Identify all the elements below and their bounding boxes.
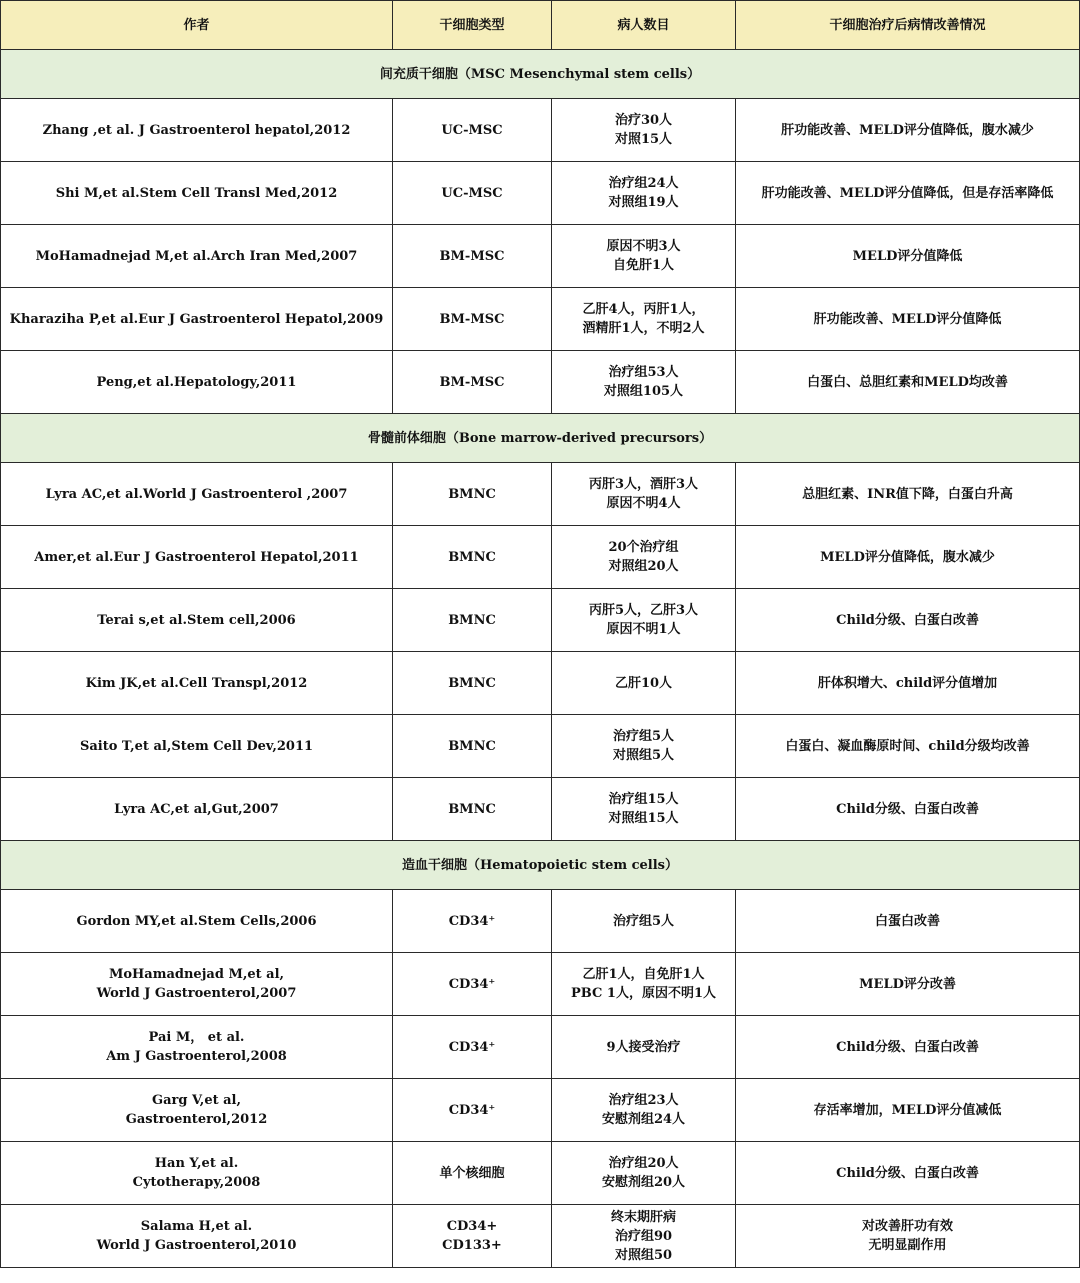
patient-count-cell-line: 20个治疗组 [608,540,679,555]
patient-count-cell [552,1142,736,1205]
outcome-cell-line: 白蛋白改善 [874,913,940,929]
cell-type-cell-line: CD34⁺ [448,1039,496,1055]
patient-count-cell [552,652,736,715]
patient-count-cell-line: 丙肝5人，乙肝3人 [588,603,699,618]
patient-count-cell [552,288,736,351]
author-cell-line: Peng,et al.Hepatology,2011 [96,374,297,390]
patient-count-cell-line: 治疗组5人 [612,729,675,744]
patient-count-cell-line: 对照组50 [614,1247,673,1263]
patient-count-cell-line: 乙肝4人，丙肝1人， [582,302,705,317]
outcome-cell-line: Child分级、白蛋白改善 [836,1165,979,1181]
patient-count-cell-line: 安慰剂组24人 [601,1112,686,1127]
patient-count-cell-line: 治疗组24人 [608,176,679,191]
outcome-cell [736,1016,1080,1079]
cell-type-cell-line: BMNC [448,738,496,754]
table-row [1,225,1080,288]
table-row [1,1142,1080,1205]
patient-count-cell-line: 对照组19人 [608,195,679,210]
cell-type-cell-line: BMNC [448,486,496,502]
patient-count-cell-line: 对照15人 [614,132,673,147]
author-cell [1,1079,393,1142]
patient-count-cell-line: 治疗组5人 [612,913,675,929]
outcome-cell [736,890,1080,953]
section-title: 骨髓前体细胞（Bone marrow-derived precursors） [1,414,1080,463]
cell-type-cell [393,652,552,715]
author-cell-line: Amer,et al.Eur J Gastroenterol Hepatol,2011 [34,549,359,565]
patient-count-cell-line: 治疗组15人 [608,792,679,807]
outcome-cell [736,1142,1080,1205]
author-cell [1,652,393,715]
author-cell-line: Han Y,et al. [154,1156,239,1171]
author-cell-line: MoHamadnejad M,et al.Arch Iran Med,2007 [35,248,358,264]
outcome-cell [736,652,1080,715]
cell-type-cell [393,589,552,652]
author-cell-line: Salama H,et al. [140,1219,253,1234]
patient-count-cell [552,1205,736,1268]
cell-type-cell [393,715,552,778]
table-row [1,715,1080,778]
patient-count-cell-line: 治疗组20人 [608,1156,679,1171]
outcome-cell [736,463,1080,526]
patient-count-cell-line: 酒精肝1人，不明2人 [582,321,705,336]
patient-count-cell-line: 对照组20人 [608,559,679,574]
patient-count-cell [552,589,736,652]
patient-count-cell-line: 原因不明3人 [606,239,681,254]
cell-type-cell [393,526,552,589]
author-cell [1,778,393,841]
outcome-cell-line: 肝功能改善、MELD评分值降低 [813,311,1002,327]
outcome-cell [736,162,1080,225]
table-row [1,652,1080,715]
outcome-cell-line: 总胆红素、INR值下降，白蛋白升高 [802,486,1013,502]
header-author: 作者 [1,1,393,50]
patient-count-cell-line: PBC 1人，原因不明1人 [571,986,716,1001]
table-row [1,99,1080,162]
cell-type-cell [393,778,552,841]
cell-type-cell-line: UC-MSC [441,185,503,201]
outcome-cell-line: 存活率增加，MELD评分值减低 [813,1102,1002,1118]
cell-type-cell-line: CD34⁺ [448,913,496,929]
patient-count-cell [552,890,736,953]
table-row [1,890,1080,953]
cell-type-cell-line: CD34+ [446,1219,498,1234]
patient-count-cell [552,225,736,288]
outcome-cell-line: Child分级、白蛋白改善 [836,612,979,628]
table-body [1,50,1080,1268]
cell-type-cell [393,1016,552,1079]
author-cell-line: World J Gastroenterol,2007 [96,986,297,1001]
author-cell [1,1016,393,1079]
outcome-cell-line: 白蛋白、凝血酶原时间、child分级均改善 [785,738,1030,754]
patient-count-cell-line: 原因不明1人 [606,622,681,637]
author-cell [1,1142,393,1205]
outcome-cell-line: 肝体积增大、child评分值增加 [817,675,998,691]
author-cell-line: World J Gastroenterol,2010 [96,1238,297,1253]
cell-type-cell [393,1142,552,1205]
outcome-cell [736,1079,1080,1142]
author-cell [1,589,393,652]
patient-count-cell [552,162,736,225]
author-cell-line: Garg V,et al, [151,1093,242,1108]
author-cell-line: Terai s,et al.Stem cell,2006 [97,612,296,628]
cell-type-cell-line: BM-MSC [439,374,505,390]
patient-count-cell [552,1079,736,1142]
cell-type-cell [393,953,552,1016]
patient-count-cell-line: 治疗组53人 [608,365,679,380]
cell-type-cell-line: BM-MSC [439,311,505,327]
header-outcome: 干细胞治疗后病情改善情况 [736,1,1080,50]
patient-count-cell [552,953,736,1016]
cell-type-cell-line: BMNC [448,675,496,691]
outcome-cell [736,526,1080,589]
table-row [1,526,1080,589]
section-header-row [1,841,1080,890]
outcome-cell [736,715,1080,778]
section-title: 造血干细胞（Hematopoietic stem cells） [1,841,1080,890]
cell-type-cell-line: BMNC [448,549,496,565]
patient-count-cell-line: 对照组15人 [608,811,679,826]
cell-type-cell [393,288,552,351]
table-row [1,288,1080,351]
table-row [1,1016,1080,1079]
patient-count-cell-line: 治疗组23人 [608,1093,679,1108]
author-cell [1,1205,393,1268]
header-patient-count: 病人数目 [552,1,736,50]
outcome-cell [736,225,1080,288]
author-cell-line: Gastroenterol,2012 [125,1112,268,1127]
author-cell [1,953,393,1016]
outcome-cell-line: 肝功能改善、MELD评分值降低，但是存活率降低 [761,185,1054,201]
author-cell [1,99,393,162]
author-cell [1,225,393,288]
patient-count-cell-line: 治疗30人 [614,113,673,128]
outcome-cell [736,288,1080,351]
cell-type-cell-line: BM-MSC [439,248,505,264]
author-cell-line: MoHamadnejad M,et al, [108,967,285,982]
cell-type-cell [393,1205,552,1268]
cell-type-cell-line: CD133+ [442,1238,502,1253]
author-cell-line: Am J Gastroenterol,2008 [106,1049,287,1064]
author-cell-line: Lyra AC,et al,Gut,2007 [114,801,279,817]
outcome-cell [736,953,1080,1016]
patient-count-cell [552,351,736,414]
table-row [1,1205,1080,1268]
patient-count-cell-line: 对照组105人 [603,384,684,399]
outcome-cell [736,1205,1080,1268]
table-header-row [1,1,1080,50]
table-row [1,351,1080,414]
cell-type-cell [393,1079,552,1142]
cell-type-cell-line: CD34⁺ [448,1102,496,1118]
patient-count-cell-line: 9人接受治疗 [606,1039,681,1055]
cell-type-cell [393,351,552,414]
author-cell [1,526,393,589]
section-header-row [1,414,1080,463]
patient-count-cell-line: 乙肝1人，自免肝1人 [582,967,705,982]
cell-type-cell-line: BMNC [448,612,496,628]
patient-count-cell [552,463,736,526]
patient-count-cell-line: 丙肝3人，酒肝3人 [588,477,699,492]
table-row [1,589,1080,652]
cell-type-cell-line: CD34⁺ [448,976,496,992]
table-row [1,463,1080,526]
author-cell [1,890,393,953]
outcome-cell [736,99,1080,162]
section-header-row [1,50,1080,99]
author-cell [1,463,393,526]
outcome-cell-line: MELD评分值降低 [852,248,963,264]
cell-type-cell [393,463,552,526]
patient-count-cell-line: 终末期肝病 [610,1209,676,1225]
outcome-cell [736,351,1080,414]
outcome-cell-line: 无明显副作用 [868,1238,947,1253]
patient-count-cell-line: 原因不明4人 [606,496,681,511]
author-cell [1,351,393,414]
outcome-cell [736,778,1080,841]
cell-type-cell-line: BMNC [448,801,496,817]
author-cell-line: Kharaziha P,et al.Eur J Gastroenterol Hepatol,2009 [9,311,384,327]
patient-count-cell-line: 对照组5人 [612,748,675,763]
outcome-cell-line: Child分级、白蛋白改善 [836,801,979,817]
outcome-cell-line: 肝功能改善、MELD评分值降低，腹水减少 [781,122,1034,138]
header-cell-type: 干细胞类型 [393,1,552,50]
cell-type-cell [393,99,552,162]
section-title: 间充质干细胞（MSC Mesenchymal stem cells） [1,50,1080,99]
patient-count-cell-line: 自免肝1人 [612,258,675,273]
author-cell-line: Zhang ,et al. J Gastroenterol hepatol,2012 [42,122,351,138]
author-cell-line: Saito T,et al,Stem Cell Dev,2011 [79,738,314,754]
outcome-cell-line: 对改善肝功有效 [861,1219,953,1234]
author-cell-line: Kim JK,et al.Cell Transpl,2012 [85,675,308,691]
patient-count-cell-line: 治疗组90 [614,1228,673,1244]
cell-type-cell [393,225,552,288]
author-cell-line: Cytotherapy,2008 [132,1175,261,1190]
author-cell-line: Lyra AC,et al.World J Gastroenterol ,2007 [45,486,348,502]
table-row [1,778,1080,841]
cell-type-cell-line: UC-MSC [441,122,503,138]
patient-count-cell [552,1016,736,1079]
author-cell [1,162,393,225]
cell-type-cell [393,162,552,225]
patient-count-cell-line: 乙肝10人 [614,675,673,691]
author-cell-line: Pai M， et al. [148,1030,245,1045]
outcome-cell-line: MELD评分值降低，腹水减少 [820,549,995,565]
patient-count-cell [552,99,736,162]
patient-count-cell [552,715,736,778]
table-row [1,162,1080,225]
patient-count-cell [552,778,736,841]
table-row [1,1079,1080,1142]
outcome-cell-line: 白蛋白、总胆红素和MELD均改善 [807,374,1008,390]
table-row [1,953,1080,1016]
author-cell-line: Shi M,et al.Stem Cell Transl Med,2012 [55,185,338,201]
patient-count-cell-line: 安慰剂组20人 [601,1175,686,1190]
cell-type-cell-line: 单个核细胞 [439,1165,505,1181]
patient-count-cell [552,526,736,589]
outcome-cell-line: Child分级、白蛋白改善 [836,1039,979,1055]
author-cell [1,288,393,351]
author-cell-line: Gordon MY,et al.Stem Cells,2006 [76,913,317,929]
outcome-cell-line: MELD评分改善 [859,976,956,992]
cell-type-cell [393,890,552,953]
author-cell [1,715,393,778]
outcome-cell [736,589,1080,652]
